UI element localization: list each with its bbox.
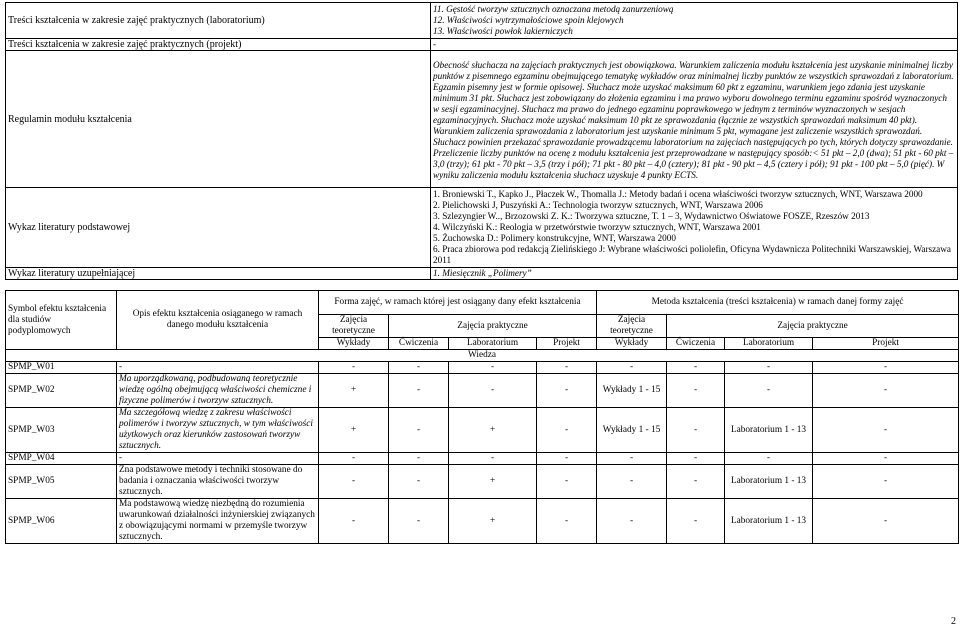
table-row bbox=[6, 374, 959, 408]
outcome-cell: - bbox=[389, 362, 449, 374]
table-row bbox=[6, 350, 959, 362]
outcome-symbol: SPMP_W01 bbox=[6, 362, 117, 374]
col-cwiczenia: Ćwiczenia bbox=[389, 338, 449, 350]
list-item: 3. Szlezyngier W.., Brzozowski Z. K.: Tworzywa sztuczne, T. 1 – 3, Wydawnictwo Oświatowe FOSZE, Rzeszów 2013 bbox=[433, 211, 870, 221]
row-label: Regulamin modułu kształcenia bbox=[6, 51, 431, 188]
header-zp: Zajęcia praktyczne bbox=[667, 315, 959, 338]
outcome-symbol: SPMP_W06 bbox=[6, 499, 117, 544]
outcome-cell: + bbox=[319, 374, 389, 408]
module-rules-text: Obecność słuchacza na zajęciach praktycznych jest obowiązkowa. Warunkiem zaliczenia modułu kształcenia jest uzyskanie minimalnej liczby punktów z pisemnego egzaminu obejmującego tematykę wykładów oraz minimalnej liczby punktów ze wszystkich sprawozdań z laboratorium. Egzamin pisemny jest w formie opisowej. Słuchacz może uzyskać maksimum 60 pkt z egzaminu, warunkiem jego zdania jest uzyskanie minimum 31 pkt. Słuchacz jest zobowiązany do złożenia egzaminu i ma prawo wyboru dowolnego terminu egzaminu spośród wyznaczonych w sesji egzaminacyjnej. Słuchacz ma prawo do jednego egzaminu poprawkowego w jednym z terminów wyznaczonych w sesjach egzaminacyjnych. Słuchacz może uzyskać maksimum 10 pkt ze sprawozdania (łącznie ze wszystkich sprawozdań maksimum 40 pkt). Warunkiem zaliczenia sprawozdania z laboratorium jest uzyskanie minimum 5 pkt, wymagane jest zaliczenie wszystkich sprawozdań. Słuchacz powinien przekazać sprawozdanie prowadzącemu laboratorium na zajęciach następujących po tych, których dotyczy sprawozdanie. Przeliczenie liczby punktów na ocenę z modułu kształcenia jest przeprowadzane w następujący sposób:< 51 pkt – 2,0 (dwa); 51 pkt - 60 pkt – 3,0 (trzy); 61 pkt - 70 pkt – 3,5 (trzy i pół); 71 pkt - 80 pkt – 4,0 (cztery); 81 pkt - 90 pkt – 4,5 (cztery i pół); 91 pkt - 100 pkt – 5,0 (pięć). W wyniku zaliczenia modułu kształcenia słuchacz uzyskuje 4 punkty ECTS. bbox=[431, 51, 958, 188]
outcome-cell: - bbox=[813, 408, 959, 453]
outcome-cell: - bbox=[389, 374, 449, 408]
list-item: 13. Właściwości powłok lakierniczych bbox=[433, 26, 573, 36]
row-value: 1. Miesięcznik „Polimery” bbox=[431, 268, 958, 280]
row-label: Treści kształcenia w zakresie zajęć praktycznych (projekt) bbox=[6, 39, 431, 51]
outcome-cell: - bbox=[667, 465, 725, 499]
outcome-description: Ma szczegółową wiedzę z zakresu właściwości polimerów i tworzyw sztucznych, w tym właściwości użytkowych oraz kierunków zastosowań tworzyw sztucznych. bbox=[117, 408, 319, 453]
table-row bbox=[6, 3, 958, 39]
outcome-cell: Laboratorium 1 - 13 bbox=[725, 499, 813, 544]
outcome-cell: + bbox=[319, 408, 389, 453]
header-symbol: Symbol efektu kształcenia dla studiów podyplomowych bbox=[6, 291, 117, 350]
outcome-cell: - bbox=[389, 465, 449, 499]
col-wyklady: Wykłady bbox=[597, 338, 667, 350]
col-laboratorium: Laboratorium bbox=[449, 338, 537, 350]
outcome-cell: - bbox=[725, 362, 813, 374]
header-opis: Opis efektu kształcenia osiąganego w ramach danego modułu kształcenia bbox=[117, 291, 319, 350]
outcome-cell: - bbox=[597, 465, 667, 499]
header-metoda: Metoda kształcenia (treści kształcenia) w ramach danej formy zajęć bbox=[597, 291, 959, 315]
table-row bbox=[6, 465, 959, 499]
list-item: 12. Właściwości wytrzymałościowe spoin klejowych bbox=[433, 15, 624, 25]
col-wyklady: Wykłady bbox=[319, 338, 389, 350]
outcome-cell: - bbox=[667, 408, 725, 453]
row-label: Wykaz literatury uzupełniającej bbox=[6, 268, 431, 280]
outcome-cell: + bbox=[449, 499, 537, 544]
col-projekt: Projekt bbox=[813, 338, 959, 350]
outcome-description: Ma podstawową wiedzę niezbędną do rozumienia uwarunkowań działalności inżynierskiej związanych z obowiązującymi normami w przemyśle tworzyw sztucznych. bbox=[117, 499, 319, 544]
list-item: 5. Żuchowska D.: Polimery konstrukcyjne, WNT, Warszawa 2000 bbox=[433, 233, 676, 243]
outcome-cell: - bbox=[449, 453, 537, 465]
header-zt: Zajęcia teoretyczne bbox=[319, 315, 389, 338]
outcome-description: Zna podstawowe metody i techniki stosowane do badania i oznaczania właściwości tworzyw sztucznych. bbox=[117, 465, 319, 499]
col-laboratorium: Laboratorium bbox=[725, 338, 813, 350]
outcome-cell: - bbox=[319, 499, 389, 544]
outcome-cell: - bbox=[537, 453, 597, 465]
header-zp: Zajęcia praktyczne bbox=[389, 315, 597, 338]
outcome-cell: - bbox=[813, 362, 959, 374]
learning-outcomes-table bbox=[5, 290, 959, 544]
outcome-cell: - bbox=[813, 499, 959, 544]
row-label: Wykaz literatury podstawowej bbox=[6, 188, 431, 268]
outcomes-body bbox=[6, 362, 959, 544]
outcome-cell: - bbox=[389, 408, 449, 453]
outcome-cell: - bbox=[597, 362, 667, 374]
outcome-cell: + bbox=[449, 408, 537, 453]
outcome-cell: - bbox=[667, 453, 725, 465]
outcome-cell: - bbox=[319, 453, 389, 465]
outcome-description: - bbox=[117, 453, 319, 465]
outcome-cell: - bbox=[537, 374, 597, 408]
table-row bbox=[6, 408, 959, 453]
table-row bbox=[6, 39, 958, 51]
page-number: 2 bbox=[951, 616, 956, 627]
list-item: 1. Broniewski T., Kapko J., Płaczek W., Thomalla J.: Metody badań i ocena właściwości tworzyw sztucznych, WNT, Warszawa 2000 bbox=[433, 189, 923, 199]
list-item: 4. Wilczyński K.: Reologia w przetwórstwie tworzyw sztucznych, WNT, Warszawa 2001 bbox=[433, 222, 761, 232]
header-zt: Zajęcia teoretyczne bbox=[597, 315, 667, 338]
outcome-cell: - bbox=[813, 465, 959, 499]
table-row bbox=[6, 362, 959, 374]
outcome-cell: Laboratorium 1 - 13 bbox=[725, 408, 813, 453]
table-row bbox=[6, 291, 959, 315]
outcome-cell: - bbox=[319, 362, 389, 374]
table-row bbox=[6, 453, 959, 465]
course-info-table bbox=[5, 2, 958, 280]
outcome-cell: - bbox=[319, 465, 389, 499]
outcome-cell: - bbox=[597, 453, 667, 465]
list-item: 2. Pielichowski J, Puszyński A.: Technologia tworzyw sztucznych, WNT, Warszawa 2006 bbox=[433, 200, 763, 210]
outcome-cell: - bbox=[389, 499, 449, 544]
list-item: 11. Gęstość tworzyw sztucznych oznaczana metodą zanurzeniową bbox=[433, 4, 674, 14]
header-forma: Forma zajęć, w ramach której jest osiągany dany efekt kształcenia bbox=[319, 291, 597, 315]
lab-topics bbox=[431, 3, 958, 39]
table-row bbox=[6, 188, 958, 268]
outcome-cell: Laboratorium 1 - 13 bbox=[725, 465, 813, 499]
outcome-cell: - bbox=[537, 362, 597, 374]
row-value: - bbox=[431, 39, 958, 51]
outcome-cell: - bbox=[725, 374, 813, 408]
outcome-cell: - bbox=[813, 374, 959, 408]
outcome-cell: - bbox=[667, 499, 725, 544]
outcome-description: Ma uporządkowaną, podbudowaną teoretycznie wiedzę ogólną obejmującą właściwości chemiczne i fizyczne polimerów i tworzyw sztucznych. bbox=[117, 374, 319, 408]
table-row bbox=[6, 51, 958, 188]
outcome-description: - bbox=[117, 362, 319, 374]
outcome-cell: + bbox=[449, 465, 537, 499]
outcome-cell: - bbox=[449, 362, 537, 374]
outcome-cell: - bbox=[667, 374, 725, 408]
outcome-symbol: SPMP_W03 bbox=[6, 408, 117, 453]
list-item: 6. Praca zbiorowa pod redakcją Zielińskiego J: Wybrane właściwości poliolefin, Oficyna Wydawnicza Politechniki Warszawskiej, Warszawa 2011 bbox=[433, 244, 951, 265]
outcome-cell: - bbox=[389, 453, 449, 465]
literature-list bbox=[431, 188, 958, 268]
col-cwiczenia: Ćwiczenia bbox=[667, 338, 725, 350]
outcome-symbol: SPMP_W05 bbox=[6, 465, 117, 499]
table-row bbox=[6, 268, 958, 280]
outcome-symbol: SPMP_W04 bbox=[6, 453, 117, 465]
table-row bbox=[6, 499, 959, 544]
outcome-cell: - bbox=[537, 465, 597, 499]
outcome-symbol: SPMP_W02 bbox=[6, 374, 117, 408]
outcome-cell: - bbox=[449, 374, 537, 408]
outcome-cell: - bbox=[597, 499, 667, 544]
outcome-cell: - bbox=[537, 408, 597, 453]
outcome-cell: Wykłady 1 - 15 bbox=[597, 374, 667, 408]
outcome-cell: - bbox=[725, 453, 813, 465]
col-projekt: Projekt bbox=[537, 338, 597, 350]
outcome-cell: - bbox=[813, 453, 959, 465]
outcome-cell: - bbox=[537, 499, 597, 544]
row-label: Treści kształcenia w zakresie zajęć praktycznych (laboratorium) bbox=[6, 3, 431, 39]
outcome-cell: Wykłady 1 - 15 bbox=[597, 408, 667, 453]
section-wiedza: Wiedza bbox=[6, 350, 959, 362]
outcome-cell: - bbox=[667, 362, 725, 374]
